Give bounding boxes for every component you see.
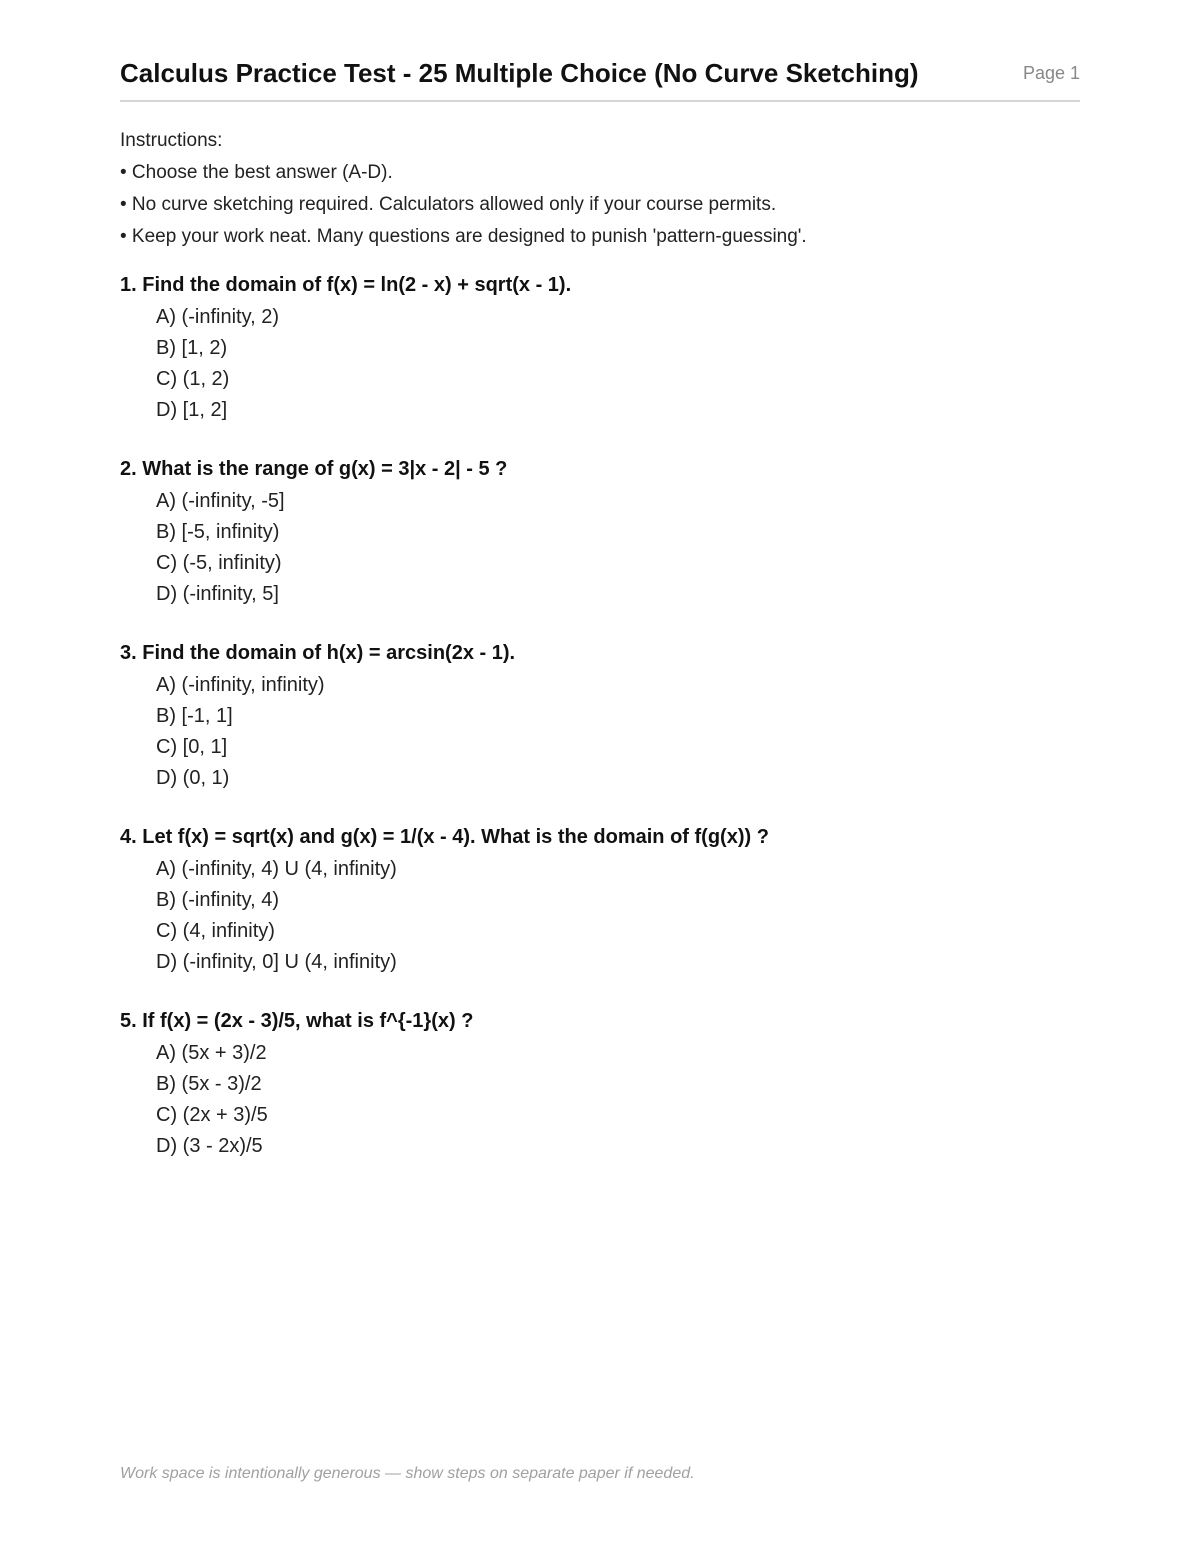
choice-d: D) [1, 2] <box>156 399 228 421</box>
question-text: 4. Let f(x) = sqrt(x) and g(x) = 1/(x - 4). What is the domain of f(g(x)) ? <box>120 826 769 848</box>
question-4 <box>120 822 1080 1006</box>
page-number: Page 1 <box>1022 63 1080 83</box>
question-5 <box>120 1006 1080 1190</box>
choice-a: A) (-infinity, -5] <box>156 490 285 512</box>
choice-a: A) (-infinity, 4) U (4, infinity) <box>156 858 397 880</box>
choice-c: C) (-5, infinity) <box>156 552 282 574</box>
choice-a: A) (5x + 3)/2 <box>156 1042 267 1064</box>
choice-d: D) (0, 1) <box>156 767 230 789</box>
question-3 <box>120 638 1080 822</box>
instructions-block <box>120 127 1080 255</box>
choice-c: C) (4, infinity) <box>156 920 275 942</box>
instruction-line: • No curve sketching required. Calculators allowed only if your course permits. <box>120 194 777 215</box>
instruction-line: • Choose the best answer (A-D). <box>120 162 393 183</box>
choice-b: B) (5x - 3)/2 <box>156 1073 262 1095</box>
document-title: Calculus Practice Test - 25 Multiple Choice (No Curve Sketching) <box>120 58 919 88</box>
choice-b: B) [-5, infinity) <box>156 521 280 543</box>
choice-c: C) (1, 2) <box>156 368 230 390</box>
choice-b: B) [1, 2) <box>156 337 228 359</box>
choice-d: D) (3 - 2x)/5 <box>156 1135 263 1157</box>
choice-b: B) (-infinity, 4) <box>156 889 279 911</box>
question-1 <box>120 270 1080 454</box>
question-2 <box>120 454 1080 638</box>
question-list <box>120 270 1080 1190</box>
question-text: 2. What is the range of g(x) = 3|x - 2| - 5 ? <box>120 458 508 480</box>
choice-d: D) (-infinity, 0] U (4, infinity) <box>156 951 397 973</box>
choice-a: A) (-infinity, 2) <box>156 306 279 328</box>
instructions-heading: Instructions: <box>120 130 223 151</box>
page-header <box>120 56 1080 102</box>
question-text: 5. If f(x) = (2x - 3)/5, what is f^{-1}(x) ? <box>120 1010 474 1032</box>
choice-d: D) (-infinity, 5] <box>156 583 279 605</box>
choice-b: B) [-1, 1] <box>156 705 233 727</box>
choice-a: A) (-infinity, infinity) <box>156 674 325 696</box>
choice-c: C) (2x + 3)/5 <box>156 1104 268 1126</box>
choice-c: C) [0, 1] <box>156 736 228 758</box>
question-text: 3. Find the domain of h(x) = arcsin(2x - 1). <box>120 642 516 664</box>
instruction-line: • Keep your work neat. Many questions are designed to punish 'pattern-guessing'. <box>120 226 807 247</box>
question-text: 1. Find the domain of f(x) = ln(2 - x) + sqrt(x - 1). <box>120 274 572 296</box>
footer-note: Work space is intentionally generous — show steps on separate paper if needed. <box>120 1465 695 1482</box>
